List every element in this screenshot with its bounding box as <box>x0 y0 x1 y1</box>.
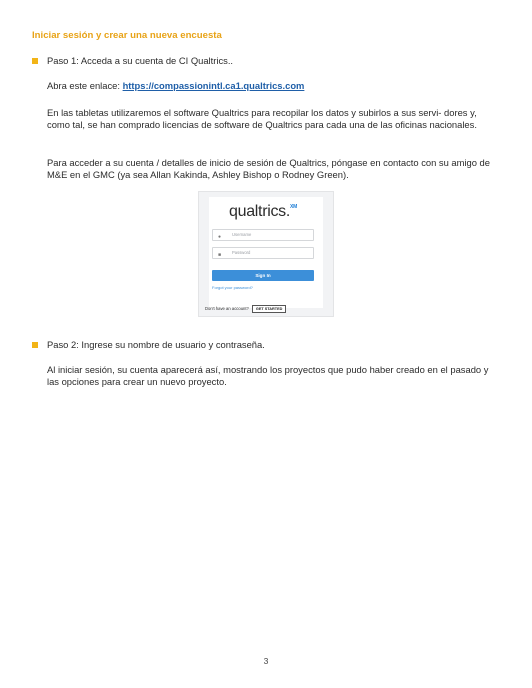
username-placeholder: Username <box>232 232 252 237</box>
get-started-button[interactable]: GET STARTED <box>252 305 287 313</box>
step-1-link-line <box>47 80 502 92</box>
step-2-title: Paso 2: Ingrese su nombre de usuario y contraseña. <box>47 339 265 350</box>
no-account-row <box>205 305 286 313</box>
forgot-password-link[interactable]: Forgot your password? <box>212 285 253 290</box>
login-screenshot <box>198 191 334 317</box>
login-card <box>209 197 323 308</box>
qualtrics-link[interactable]: https://compassionintl.ca1.qualtrics.com <box>122 80 305 91</box>
link-intro: Abra este enlace: <box>47 80 123 91</box>
lock-icon: ■ <box>218 252 222 258</box>
step-1-title: Paso 1: Acceda a su cuenta de CI Qualtrics.. <box>47 55 234 66</box>
step-1-paragraph-1: En las tabletas utilizaremos el software Qualtrics para recopilar los datos y subirlos a sus servi- dores y, como tal, se han comprado licencias de software de Qualtrics para cada una de las oficinas nacionales. <box>47 107 477 131</box>
logo-mark: XM <box>290 204 297 210</box>
page-number: 3 <box>263 656 269 666</box>
section-heading: Iniciar sesión y crear una nueva encuesta <box>32 30 222 41</box>
step-1-paragraph-2: Para acceder a su cuenta / detalles de inicio de sesión de Qualtrics, póngase en contacto con su amigo de M&E en el GMC (ya sea Allan Kakinda, Ashley Bishop o Rodney Green). <box>47 157 490 181</box>
bullet-step-2 <box>32 342 38 348</box>
bullet-step-1 <box>32 58 38 64</box>
user-icon: ● <box>218 234 222 240</box>
sign-in-button[interactable]: Sign In <box>212 270 314 281</box>
logo-text: qualtrics. <box>229 203 291 220</box>
step-2-paragraph: Al iniciar sesión, su cuenta aparecerá así, mostrando los proyectos que pudo haber creado en el pasado y las opciones para crear un nuevo proyecto. <box>47 364 489 388</box>
no-account-text: Don't have an account? <box>205 306 249 311</box>
qualtrics-logo <box>229 203 297 221</box>
username-field[interactable] <box>212 229 314 241</box>
password-field[interactable] <box>212 247 314 259</box>
password-placeholder: Password <box>232 250 251 255</box>
